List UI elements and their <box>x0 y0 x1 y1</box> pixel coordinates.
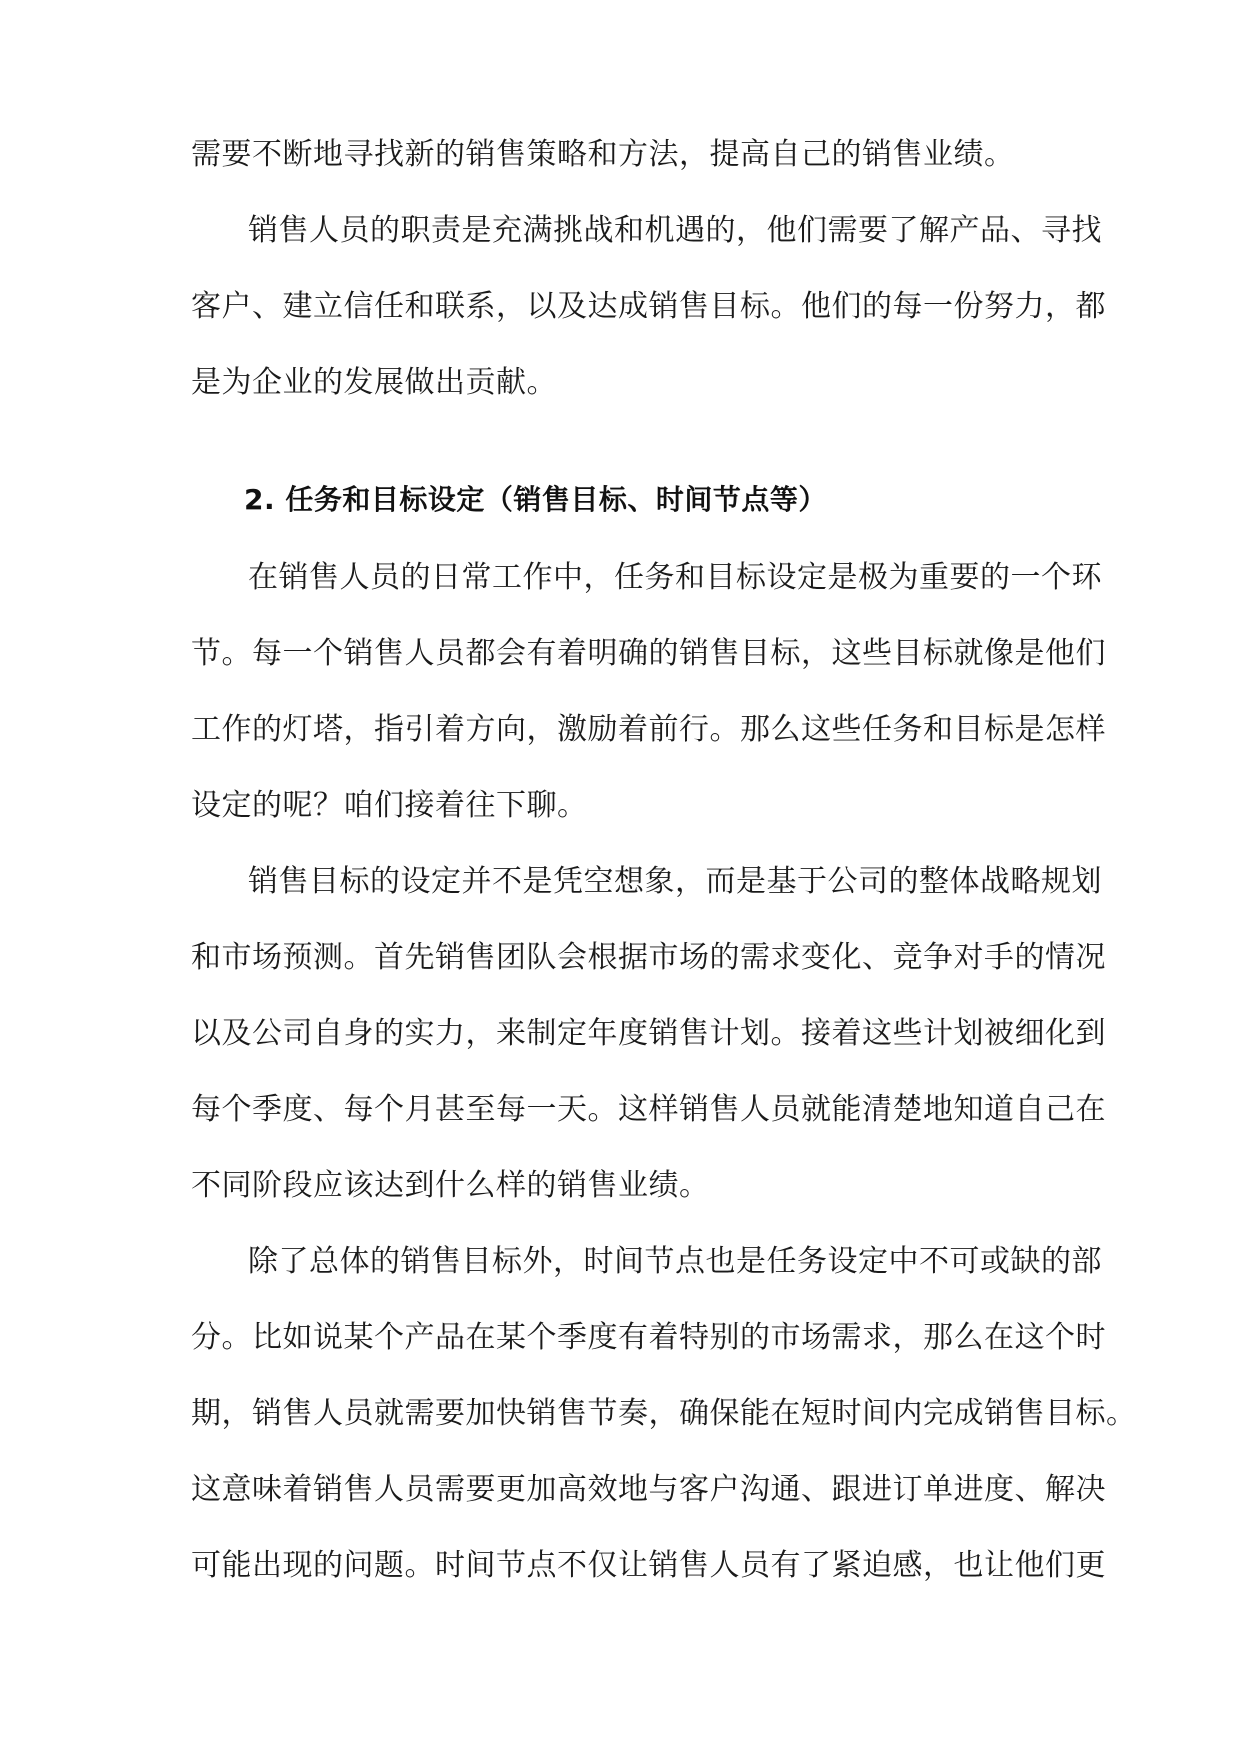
paragraph-line: 每个季度、每个月甚至每一天。这样销售人员就能清楚地知道自己在 <box>191 1092 1106 1127</box>
paragraph-line: 可能出现的问题。时间节点不仅让销售人员有了紧迫感，也让他们更 <box>191 1548 1106 1583</box>
section-heading: 2. 任务和目标设定（销售目标、时间节点等） <box>244 483 827 516</box>
paragraph-line: 需要不断地寻找新的销售策略和方法，提高自己的销售业绩。 <box>191 137 1015 172</box>
paragraph-line: 设定的呢？咱们接着往下聊。 <box>191 788 588 823</box>
paragraph-line: 和市场预测。首先销售团队会根据市场的需求变化、竞争对手的情况 <box>191 940 1106 975</box>
paragraph-line: 分。比如说某个产品在某个季度有着特别的市场需求，那么在这个时 <box>191 1320 1106 1355</box>
paragraph-line: 期，销售人员就需要加快销售节奏，确保能在短时间内完成销售目标。 <box>191 1396 1137 1431</box>
paragraph-line: 节。每一个销售人员都会有着明确的销售目标，这些目标就像是他们 <box>191 636 1106 671</box>
paragraph-line: 这意味着销售人员需要更加高效地与客户沟通、跟进订单进度、解决 <box>191 1472 1106 1507</box>
paragraph-line: 是为企业的发展做出贡献。 <box>191 365 557 400</box>
paragraph-line: 除了总体的销售目标外，时间节点也是任务设定中不可或缺的部 <box>248 1244 1102 1279</box>
paragraph-line: 销售目标的设定并不是凭空想象，而是基于公司的整体战略规划 <box>248 864 1102 899</box>
paragraph-line: 销售人员的职责是充满挑战和机遇的，他们需要了解产品、寻找 <box>248 213 1102 248</box>
paragraph-line: 在销售人员的日常工作中，任务和目标设定是极为重要的一个环 <box>248 560 1102 595</box>
paragraph-line: 工作的灯塔，指引着方向，激励着前行。那么这些任务和目标是怎样 <box>191 712 1106 747</box>
paragraph-line: 以及公司自身的实力，来制定年度销售计划。接着这些计划被细化到 <box>191 1016 1106 1051</box>
paragraph-line: 不同阶段应该达到什么样的销售业绩。 <box>191 1168 710 1203</box>
paragraph-line: 客户、建立信任和联系，以及达成销售目标。他们的每一份努力，都 <box>191 289 1106 324</box>
